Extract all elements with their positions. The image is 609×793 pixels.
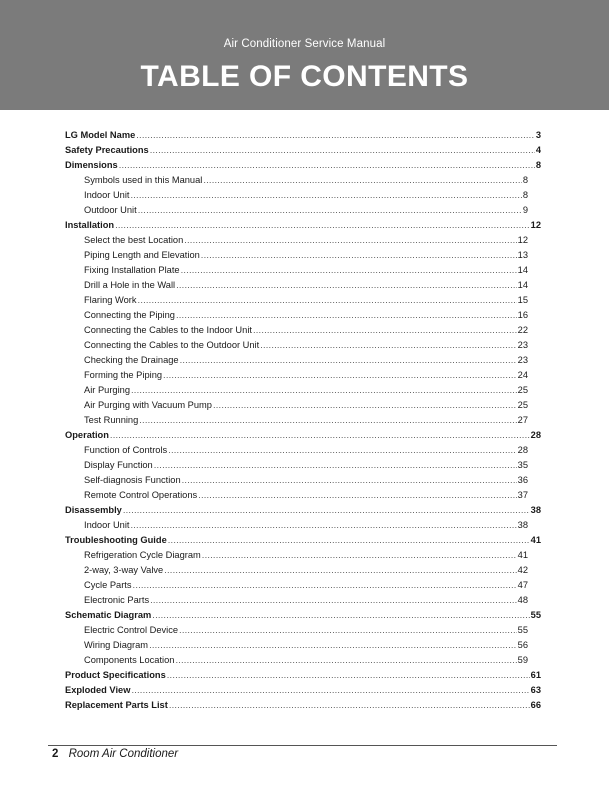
toc-entry-label: Flaring Work (84, 295, 137, 305)
toc-entry-label: Components Location (84, 655, 175, 665)
dot-leader (119, 158, 535, 173)
header-banner (0, 0, 609, 110)
toc-section-entry[interactable] (65, 503, 541, 518)
toc-subsection-entry[interactable] (65, 293, 541, 308)
page-footer (52, 748, 178, 760)
dot-leader (131, 383, 517, 398)
toc-entry-label: Connecting the Piping (84, 310, 175, 320)
toc-entry-label: Wiring Diagram (84, 640, 149, 650)
toc-entry-page: 24 (517, 370, 528, 380)
dot-leader (110, 428, 530, 443)
dot-leader (130, 518, 516, 533)
table-of-contents (65, 128, 541, 713)
toc-section-entry[interactable] (65, 668, 541, 683)
toc-entry-label: Product Specifications (65, 670, 166, 680)
toc-entry-page: 63 (530, 685, 541, 695)
manual-subtitle: Air Conditioner Service Manual (223, 38, 386, 50)
toc-section-entry[interactable] (65, 698, 541, 713)
toc-entry-label: Air Purging (84, 385, 130, 395)
toc-subsection-entry[interactable] (65, 338, 541, 353)
toc-entry-label: Remote Control Operations (84, 490, 198, 500)
dot-leader (164, 563, 516, 578)
toc-entry-page: 66 (530, 700, 541, 710)
toc-subsection-entry[interactable] (65, 203, 541, 218)
dot-leader (133, 578, 517, 593)
dot-leader (138, 293, 517, 308)
toc-subsection-entry[interactable] (65, 263, 541, 278)
toc-entry-page: 8 (535, 160, 541, 170)
toc-subsection-entry[interactable] (65, 578, 541, 593)
toc-section-entry[interactable] (65, 428, 541, 443)
toc-entry-label: Piping Length and Elevation (84, 250, 200, 260)
toc-entry-page: 14 (517, 265, 528, 275)
toc-subsection-entry[interactable] (65, 443, 541, 458)
toc-subsection-entry[interactable] (65, 188, 541, 203)
toc-entry-label: Installation (65, 220, 115, 230)
dot-leader (149, 638, 517, 653)
toc-subsection-entry[interactable] (65, 623, 541, 638)
toc-entry-page: 28 (530, 430, 541, 440)
toc-entry-label: LG Model Name (65, 130, 136, 140)
dot-leader (139, 413, 516, 428)
toc-entry-page: 25 (517, 385, 528, 395)
toc-entry-page: 48 (517, 595, 528, 605)
toc-entry-label: Forming the Piping (84, 370, 163, 380)
toc-section-entry[interactable] (65, 683, 541, 698)
toc-entry-label: Replacement Parts List (65, 700, 168, 710)
toc-entry-page: 42 (517, 565, 528, 575)
toc-entry-page: 13 (517, 250, 528, 260)
toc-entry-label: Select the best Location (84, 235, 184, 245)
dot-leader (213, 398, 517, 413)
toc-entry-label: Schematic Diagram (65, 610, 152, 620)
dot-leader (152, 608, 529, 623)
toc-entry-label: Refrigeration Cycle Diagram (84, 550, 201, 560)
dot-leader (181, 263, 517, 278)
dot-leader (168, 443, 516, 458)
toc-entry-label: Air Purging with Vacuum Pump (84, 400, 212, 410)
toc-entry-page: 55 (517, 625, 528, 635)
toc-entry-page: 38 (517, 520, 528, 530)
toc-entry-page: 37 (517, 490, 528, 500)
toc-entry-page: 15 (517, 295, 528, 305)
toc-entry-page: 22 (517, 325, 528, 335)
toc-subsection-entry[interactable] (65, 368, 541, 383)
toc-entry-page: 38 (530, 505, 541, 515)
toc-entry-page: 23 (517, 340, 528, 350)
toc-subsection-entry[interactable] (65, 458, 541, 473)
dot-leader (253, 323, 517, 338)
dot-leader (123, 503, 530, 518)
dot-leader (168, 533, 530, 548)
dot-leader (182, 473, 517, 488)
dot-leader (184, 233, 516, 248)
dot-leader (169, 698, 530, 713)
dot-leader (138, 203, 522, 218)
toc-entry-label: Troubleshooting Guide (65, 535, 167, 545)
toc-subsection-entry[interactable] (65, 593, 541, 608)
toc-entry-label: Operation (65, 430, 109, 440)
toc-subsection-entry[interactable] (65, 353, 541, 368)
toc-subsection-entry[interactable] (65, 563, 541, 578)
toc-section-entry[interactable] (65, 533, 541, 548)
toc-section-entry[interactable] (65, 218, 541, 233)
toc-entry-page: 14 (517, 280, 528, 290)
toc-entry-page: 4 (535, 145, 541, 155)
toc-subsection-entry[interactable] (65, 383, 541, 398)
dot-leader (115, 218, 530, 233)
toc-subsection-entry[interactable] (65, 653, 541, 668)
toc-entry-page: 36 (517, 475, 528, 485)
dot-leader (150, 143, 535, 158)
toc-subsection-entry[interactable] (65, 248, 541, 263)
dot-leader (201, 248, 517, 263)
dot-leader (198, 488, 516, 503)
toc-entry-page: 47 (517, 580, 528, 590)
dot-leader (131, 683, 529, 698)
dot-leader (180, 353, 517, 368)
dot-leader (176, 308, 517, 323)
toc-entry-label: Connecting the Cables to the Indoor Unit (84, 325, 252, 335)
toc-entry-page: 12 (530, 220, 541, 230)
toc-entry-label: Connecting the Cables to the Outdoor Unit (84, 340, 260, 350)
toc-entry-page: 35 (517, 460, 528, 470)
toc-entry-page: 3 (535, 130, 541, 140)
dot-leader (163, 368, 517, 383)
toc-section-entry[interactable] (65, 128, 541, 143)
toc-entry-label: Cycle Parts (84, 580, 132, 590)
dot-leader (167, 668, 530, 683)
toc-section-entry[interactable] (65, 158, 541, 173)
toc-subsection-entry[interactable] (65, 413, 541, 428)
toc-entry-label: Electric Control Device (84, 625, 179, 635)
toc-subsection-entry[interactable] (65, 548, 541, 563)
dot-leader (260, 338, 516, 353)
toc-entry-label: Indoor Unit (84, 190, 130, 200)
toc-entry-page: 27 (517, 415, 528, 425)
dot-leader (179, 623, 517, 638)
toc-subsection-entry[interactable] (65, 638, 541, 653)
dot-leader (202, 548, 517, 563)
toc-subsection-entry[interactable] (65, 473, 541, 488)
toc-entry-page: 8 (522, 190, 528, 200)
toc-entry-page: 8 (522, 175, 528, 185)
toc-section-entry[interactable] (65, 608, 541, 623)
toc-entry-label: Self-diagnosis Function (84, 475, 181, 485)
toc-entry-label: Safety Precautions (65, 145, 149, 155)
toc-entry-label: Indoor Unit (84, 520, 130, 530)
toc-entry-label: Function of Controls (84, 445, 168, 455)
toc-entry-label: Dimensions (65, 160, 118, 170)
toc-entry-page: 12 (517, 235, 528, 245)
toc-entry-page: 25 (517, 400, 528, 410)
toc-subsection-entry[interactable] (65, 233, 541, 248)
toc-subsection-entry[interactable] (65, 398, 541, 413)
toc-entry-label: Exploded View (65, 685, 131, 695)
dot-leader (136, 128, 535, 143)
toc-subsection-entry[interactable] (65, 173, 541, 188)
toc-entry-label: Test Running (84, 415, 139, 425)
dot-leader (175, 653, 516, 668)
toc-entry-page: 28 (517, 445, 528, 455)
toc-section-entry[interactable] (65, 143, 541, 158)
toc-entry-label: Electronic Parts (84, 595, 150, 605)
toc-entry-label: Fixing Installation Plate (84, 265, 180, 275)
toc-entry-label: 2-way, 3-way Valve (84, 565, 164, 575)
dot-leader (150, 593, 517, 608)
toc-entry-label: Symbols used in this Manual (84, 175, 203, 185)
toc-entry-page: 61 (530, 670, 541, 680)
dot-leader (154, 458, 517, 473)
toc-entry-label: Display Function (84, 460, 153, 470)
toc-subsection-entry[interactable] (65, 488, 541, 503)
toc-entry-label: Disassembly (65, 505, 122, 515)
dot-leader (130, 188, 521, 203)
toc-entry-label: Checking the Drainage (84, 355, 179, 365)
toc-entry-page: 16 (517, 310, 528, 320)
footer-divider (48, 745, 557, 746)
page-number: 2 (52, 748, 59, 760)
footer-text: Room Air Conditioner (68, 748, 179, 760)
toc-entry-page: 23 (517, 355, 528, 365)
toc-subsection-entry[interactable] (65, 278, 541, 293)
toc-entry-page: 41 (530, 535, 541, 545)
toc-entry-page: 41 (517, 550, 528, 560)
toc-subsection-entry[interactable] (65, 308, 541, 323)
toc-entry-page: 56 (517, 640, 528, 650)
toc-subsection-entry[interactable] (65, 518, 541, 533)
page-title: TABLE OF CONTENTS (140, 60, 469, 93)
toc-entry-label: Drill a Hole in the Wall (84, 280, 176, 290)
toc-entry-page: 55 (530, 610, 541, 620)
dot-leader (176, 278, 517, 293)
toc-entry-page: 59 (517, 655, 528, 665)
toc-entry-page: 9 (522, 205, 528, 215)
toc-subsection-entry[interactable] (65, 323, 541, 338)
toc-entry-label: Outdoor Unit (84, 205, 137, 215)
dot-leader (203, 173, 521, 188)
